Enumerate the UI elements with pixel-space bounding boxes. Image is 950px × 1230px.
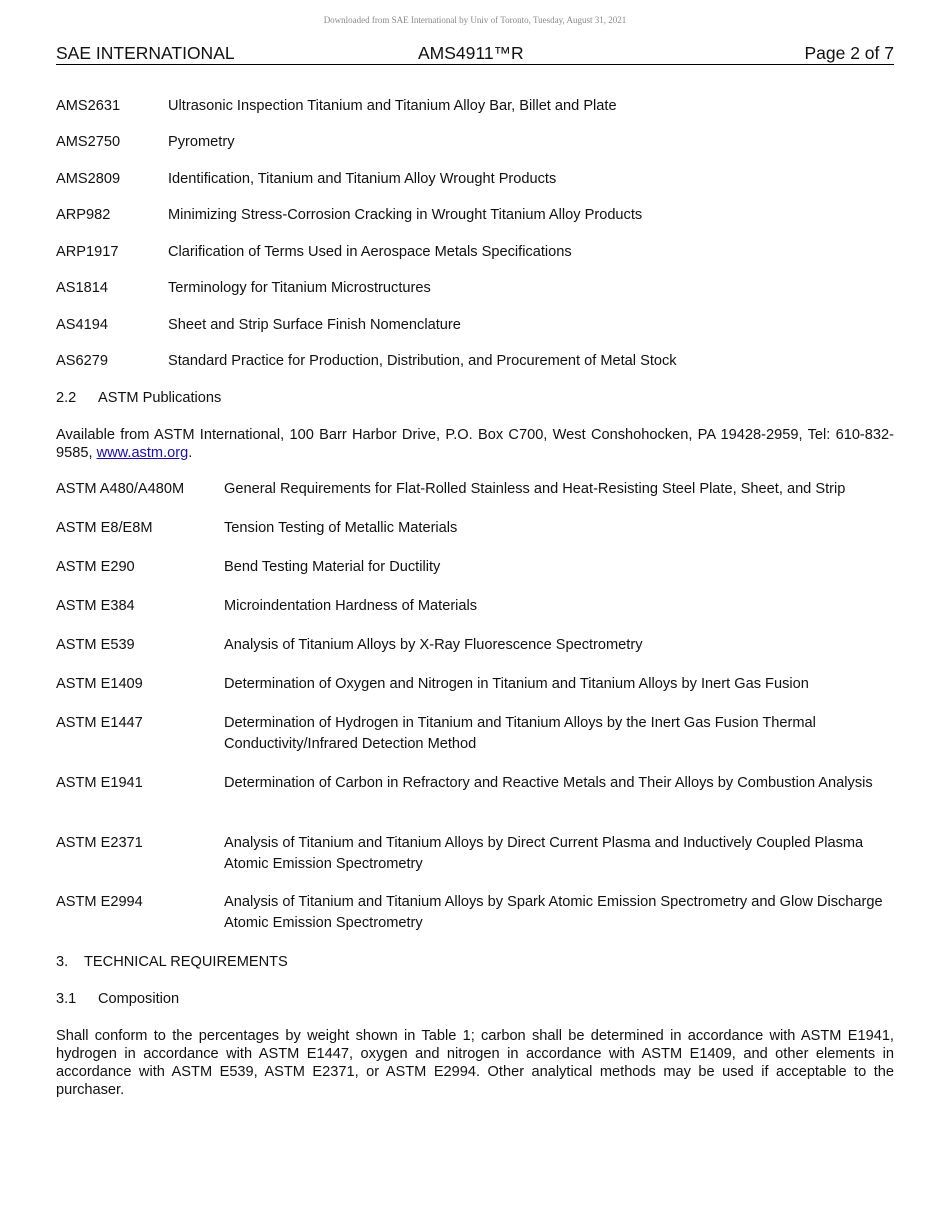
download-note: Downloaded from SAE International by Univ of Toronto, Tuesday, August 31, 2021 [323,15,627,25]
reference-title: General Requirements for Flat-Rolled Stainless and Heat-Resisting Steel Plate, Sheet, and Strip [224,481,846,497]
reference-code: ASTM E539 [56,637,135,653]
reference-title: Determination of Carbon in Refractory and Reactive Metals and Their Alloys by Combustion Analysis [224,775,873,791]
astm-website-link[interactable]: www.astm.org [96,445,189,461]
reference-code: AMS2750 [56,134,121,150]
reference-title: Clarification of Terms Used in Aerospace Metals Specifications [168,244,572,260]
reference-code: ASTM E2994 [56,894,143,910]
availability-text: Available from ASTM International, 100 Barr Harbor Drive, P.O. Box C700, West Conshohocken, PA 19428-2959, Tel: 610-832-9585, [56,427,894,461]
reference-title: Minimizing Stress-Corrosion Cracking in Wrought Titanium Alloy Products [168,207,643,223]
reference-title: Terminology for Titanium Microstructures [168,280,431,296]
reference-title: Identification, Titanium and Titanium Alloy Wrought Products [168,171,557,187]
reference-code: ASTM E8/E8M [56,520,153,536]
page-header [56,43,894,65]
reference-title: Tension Testing of Metallic Materials [224,520,458,536]
reference-title: Microindentation Hardness of Materials [224,598,478,614]
section-number: 3.1 [56,991,77,1007]
reference-title: Standard Practice for Production, Distribution, and Procurement of Metal Stock [168,353,677,369]
section-title: ASTM Publications [98,390,222,406]
reference-code: AS6279 [56,353,108,369]
reference-title: Ultrasonic Inspection Titanium and Titanium Alloy Bar, Billet and Plate [168,98,617,114]
reference-code: AMS2631 [56,98,121,114]
reference-code: ASTM A480/A480M [56,481,185,497]
reference-code: ASTM E384 [56,598,135,614]
reference-code: ASTM E1409 [56,676,143,692]
header-page-number: Page 2 of 7 [804,43,894,63]
header-doc-id: AMS4911™R [418,43,524,63]
reference-code: ASTM E1447 [56,715,143,731]
astm-availability-paragraph [56,426,894,462]
reference-title: Analysis of Titanium and Titanium Alloys by Direct Current Plasma and Inductively Coupled Plasma Atomic Emission Spectrometry [224,835,864,872]
reference-code: ARP982 [56,207,111,223]
reference-code: AS1814 [56,280,108,296]
reference-code: ASTM E1941 [56,775,143,791]
composition-paragraph: Shall conform to the percentages by weight shown in Table 1; carbon shall be determined in accordance with ASTM E1941, hydrogen in accordance with ASTM E1447, oxygen and nitrogen in accordance with ASTM E1409, and other elements in accordance with ASTM E539, ASTM E2371, or ASTM E2994. Other analytical methods may be used if acceptable to the purchaser. [56,1028,894,1098]
reference-code: ARP1917 [56,244,119,260]
reference-title: Determination of Oxygen and Nitrogen in Titanium and Titanium Alloys by Inert Gas Fusion [224,676,809,692]
reference-code: AMS2809 [56,171,121,187]
reference-code: ASTM E2371 [56,835,143,851]
section-title: TECHNICAL REQUIREMENTS [84,954,288,970]
reference-code: ASTM E290 [56,559,135,575]
section-title: Composition [98,991,180,1007]
reference-title: Analysis of Titanium and Titanium Alloys by Spark Atomic Emission Spectrometry and Glow Discharge Atomic Emission Spectrometry [224,894,883,931]
reference-code: AS4194 [56,317,108,333]
header-org: SAE INTERNATIONAL [56,43,235,63]
availability-end: . [188,445,193,461]
reference-title: Bend Testing Material for Ductility [224,559,441,575]
reference-title: Pyrometry [168,134,235,150]
reference-title: Sheet and Strip Surface Finish Nomenclature [168,317,461,333]
reference-title: Determination of Hydrogen in Titanium and Titanium Alloys by the Inert Gas Fusion Thermal Conductivity/Infrared Detection Method [224,715,816,752]
section-number: 2.2 [56,390,77,406]
section-number: 3. [56,954,69,970]
reference-title: Analysis of Titanium Alloys by X-Ray Fluorescence Spectrometry [224,637,643,653]
